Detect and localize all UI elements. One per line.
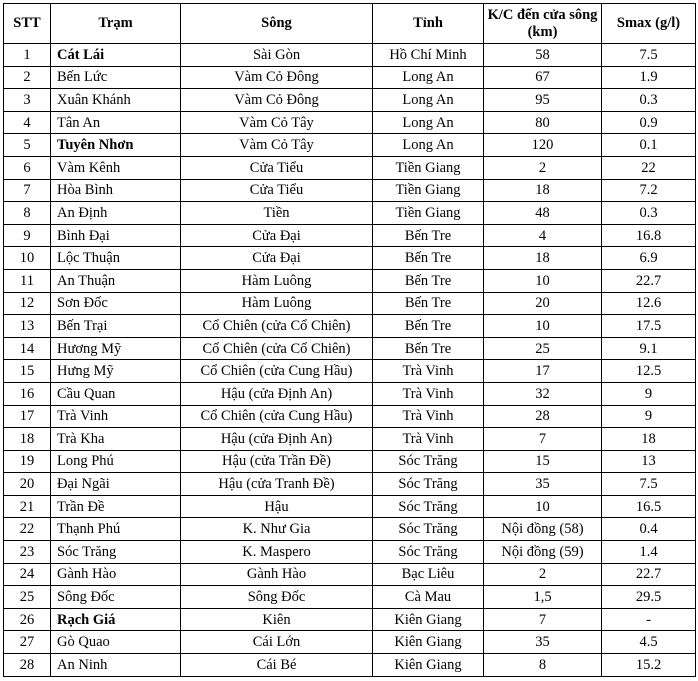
cell-station: Trà Vinh [51,405,181,428]
header-province: Tỉnh [373,4,484,44]
cell-stt: 26 [4,608,51,631]
cell-distance: 2 [484,563,602,586]
cell-river: Vàm Cỏ Tây [181,134,373,157]
table-row [4,518,696,541]
cell-province: Kiên Giang [373,608,484,631]
cell-distance: 4 [484,224,602,247]
table-row [4,89,696,112]
cell-smax: 16.8 [602,224,696,247]
header-station: Trạm [51,4,181,44]
cell-river: Hàm Luông [181,292,373,315]
cell-province: Bạc Liêu [373,563,484,586]
cell-smax: 0.3 [602,89,696,112]
cell-smax: 13 [602,450,696,473]
cell-station: Cát Lái [51,44,181,67]
cell-stt: 20 [4,473,51,496]
cell-station: Cầu Quan [51,382,181,405]
cell-river: Vàm Cỏ Tây [181,111,373,134]
cell-smax: 17.5 [602,315,696,338]
cell-river: Kiên [181,608,373,631]
cell-distance: 48 [484,202,602,225]
cell-distance: 35 [484,473,602,496]
cell-station: Tuyên Nhơn [51,134,181,157]
cell-distance: 8 [484,654,602,677]
cell-station: Sông Đốc [51,586,181,609]
cell-station: Bến Trại [51,315,181,338]
cell-river: Vàm Cỏ Đông [181,66,373,89]
cell-province: Trà Vinh [373,428,484,451]
cell-province: Tiền Giang [373,179,484,202]
cell-stt: 6 [4,156,51,179]
cell-station: Gò Quao [51,631,181,654]
cell-station: Hòa Bình [51,179,181,202]
cell-distance: 120 [484,134,602,157]
cell-smax: 22 [602,156,696,179]
cell-smax: 22.7 [602,269,696,292]
cell-distance: 20 [484,292,602,315]
table-row [4,450,696,473]
cell-smax: 18 [602,428,696,451]
table-row [4,382,696,405]
cell-stt: 18 [4,428,51,451]
header-river: Sông [181,4,373,44]
table-row [4,586,696,609]
cell-stt: 19 [4,450,51,473]
cell-station: Trà Kha [51,428,181,451]
cell-stt: 14 [4,337,51,360]
cell-distance: 32 [484,382,602,405]
cell-stt: 17 [4,405,51,428]
cell-station: Bến Lức [51,66,181,89]
table-row [4,654,696,677]
cell-stt: 13 [4,315,51,338]
cell-station: Rạch Giá [51,608,181,631]
cell-station: An Thuận [51,269,181,292]
cell-river: Hậu (cửa Định An) [181,382,373,405]
cell-river: Tiền [181,202,373,225]
cell-smax: 0.9 [602,111,696,134]
table-row [4,631,696,654]
cell-province: Long An [373,89,484,112]
table-row [4,156,696,179]
cell-stt: 5 [4,134,51,157]
cell-distance: 2 [484,156,602,179]
cell-distance: 35 [484,631,602,654]
cell-station: Bình Đại [51,224,181,247]
cell-river: Sài Gòn [181,44,373,67]
cell-river: Cửa Đại [181,224,373,247]
cell-stt: 11 [4,269,51,292]
cell-river: Cái Lớn [181,631,373,654]
cell-river: Hậu [181,495,373,518]
cell-smax: 7.5 [602,473,696,496]
cell-station: Hương Mỹ [51,337,181,360]
cell-province: Bến Tre [373,247,484,270]
cell-distance: Nội đồng (58) [484,518,602,541]
cell-smax: 0.1 [602,134,696,157]
cell-smax: 7.5 [602,44,696,67]
table-row [4,44,696,67]
cell-stt: 3 [4,89,51,112]
cell-stt: 12 [4,292,51,315]
cell-river: Vàm Cỏ Đông [181,89,373,112]
cell-stt: 22 [4,518,51,541]
cell-river: Hậu (cửa Trần Đề) [181,450,373,473]
cell-province: Sóc Trăng [373,518,484,541]
cell-stt: 27 [4,631,51,654]
cell-river: Cái Bé [181,654,373,677]
cell-station: An Định [51,202,181,225]
header-row [4,4,696,44]
cell-province: Sóc Trăng [373,473,484,496]
cell-province: Bến Tre [373,315,484,338]
cell-stt: 2 [4,66,51,89]
cell-river: Cửa Tiểu [181,179,373,202]
cell-river: Cổ Chiên (cửa Cung Hầu) [181,360,373,383]
cell-province: Long An [373,66,484,89]
cell-smax: 9 [602,405,696,428]
table-row [4,66,696,89]
cell-province: Trà Vinh [373,360,484,383]
cell-station: An Ninh [51,654,181,677]
cell-stt: 10 [4,247,51,270]
header-distance: K/C đến cửa sông (km) [484,4,602,44]
cell-province: Kiên Giang [373,654,484,677]
cell-distance: 7 [484,428,602,451]
cell-province: Bến Tre [373,292,484,315]
cell-stt: 15 [4,360,51,383]
cell-river: Hậu (cửa Định An) [181,428,373,451]
table-row [4,224,696,247]
cell-river: Hàm Luông [181,269,373,292]
cell-distance: 10 [484,315,602,338]
cell-station: Xuân Khánh [51,89,181,112]
cell-province: Long An [373,134,484,157]
cell-station: Gành Hào [51,563,181,586]
cell-river: Cổ Chiên (cửa Cung Hầu) [181,405,373,428]
cell-smax: 6.9 [602,247,696,270]
cell-smax: 29.5 [602,586,696,609]
cell-smax: 0.3 [602,202,696,225]
cell-smax: 22.7 [602,563,696,586]
table-row [4,563,696,586]
cell-province: Kiên Giang [373,631,484,654]
table-row [4,405,696,428]
table-row [4,247,696,270]
table-row [4,202,696,225]
cell-province: Trà Vinh [373,382,484,405]
cell-station: Lộc Thuận [51,247,181,270]
cell-station: Tân An [51,111,181,134]
table-row [4,360,696,383]
cell-province: Tiền Giang [373,202,484,225]
cell-stt: 1 [4,44,51,67]
cell-smax: 0.4 [602,518,696,541]
cell-smax: 12.6 [602,292,696,315]
cell-smax: 9 [602,382,696,405]
table-row [4,134,696,157]
salinity-table [3,3,696,677]
table-row [4,315,696,338]
cell-station: Vàm Kênh [51,156,181,179]
cell-stt: 24 [4,563,51,586]
table-row [4,269,696,292]
table-body [4,44,696,677]
cell-station: Long Phú [51,450,181,473]
cell-river: K. Maspero [181,541,373,564]
table-row [4,495,696,518]
cell-stt: 7 [4,179,51,202]
cell-distance: Nội đồng (59) [484,541,602,564]
cell-province: Sóc Trăng [373,541,484,564]
header-smax: Smax (g/l) [602,4,696,44]
table-row [4,608,696,631]
table-row [4,428,696,451]
cell-station: Sóc Trăng [51,541,181,564]
cell-stt: 4 [4,111,51,134]
cell-stt: 28 [4,654,51,677]
cell-distance: 67 [484,66,602,89]
cell-distance: 95 [484,89,602,112]
cell-distance: 25 [484,337,602,360]
cell-stt: 25 [4,586,51,609]
cell-stt: 8 [4,202,51,225]
cell-smax: 1.9 [602,66,696,89]
cell-river: K. Như Gia [181,518,373,541]
cell-smax: 1.4 [602,541,696,564]
cell-river: Hậu (cửa Tranh Đề) [181,473,373,496]
cell-distance: 17 [484,360,602,383]
cell-distance: 7 [484,608,602,631]
cell-distance: 18 [484,179,602,202]
cell-distance: 80 [484,111,602,134]
table-header [4,4,696,44]
cell-province: Cà Mau [373,586,484,609]
cell-smax: 4.5 [602,631,696,654]
cell-station: Thạnh Phú [51,518,181,541]
cell-distance: 10 [484,495,602,518]
cell-distance: 28 [484,405,602,428]
table-row [4,179,696,202]
cell-smax: 7.2 [602,179,696,202]
cell-river: Cửa Tiểu [181,156,373,179]
table-row [4,541,696,564]
cell-province: Trà Vinh [373,405,484,428]
cell-river: Cổ Chiên (cửa Cổ Chiên) [181,337,373,360]
cell-smax: 12.5 [602,360,696,383]
cell-province: Sóc Trăng [373,495,484,518]
cell-province: Long An [373,111,484,134]
cell-smax: 9.1 [602,337,696,360]
cell-province: Hồ Chí Minh [373,44,484,67]
cell-river: Sông Đốc [181,586,373,609]
cell-station: Hưng Mỹ [51,360,181,383]
cell-river: Cổ Chiên (cửa Cổ Chiên) [181,315,373,338]
cell-distance: 10 [484,269,602,292]
cell-province: Sóc Trăng [373,450,484,473]
table-row [4,473,696,496]
cell-province: Bến Tre [373,224,484,247]
cell-smax: 15.2 [602,654,696,677]
cell-smax: - [602,608,696,631]
cell-river: Gành Hào [181,563,373,586]
header-stt: STT [4,4,51,44]
cell-station: Trần Đề [51,495,181,518]
cell-province: Tiền Giang [373,156,484,179]
cell-stt: 23 [4,541,51,564]
cell-station: Đại Ngãi [51,473,181,496]
cell-distance: 58 [484,44,602,67]
table-row [4,292,696,315]
table-row [4,337,696,360]
cell-distance: 15 [484,450,602,473]
cell-stt: 21 [4,495,51,518]
cell-province: Bến Tre [373,269,484,292]
cell-stt: 16 [4,382,51,405]
cell-smax: 16.5 [602,495,696,518]
cell-station: Sơn Đốc [51,292,181,315]
cell-river: Cửa Đại [181,247,373,270]
cell-province: Bến Tre [373,337,484,360]
cell-distance: 18 [484,247,602,270]
cell-stt: 9 [4,224,51,247]
table-row [4,111,696,134]
cell-distance: 1,5 [484,586,602,609]
